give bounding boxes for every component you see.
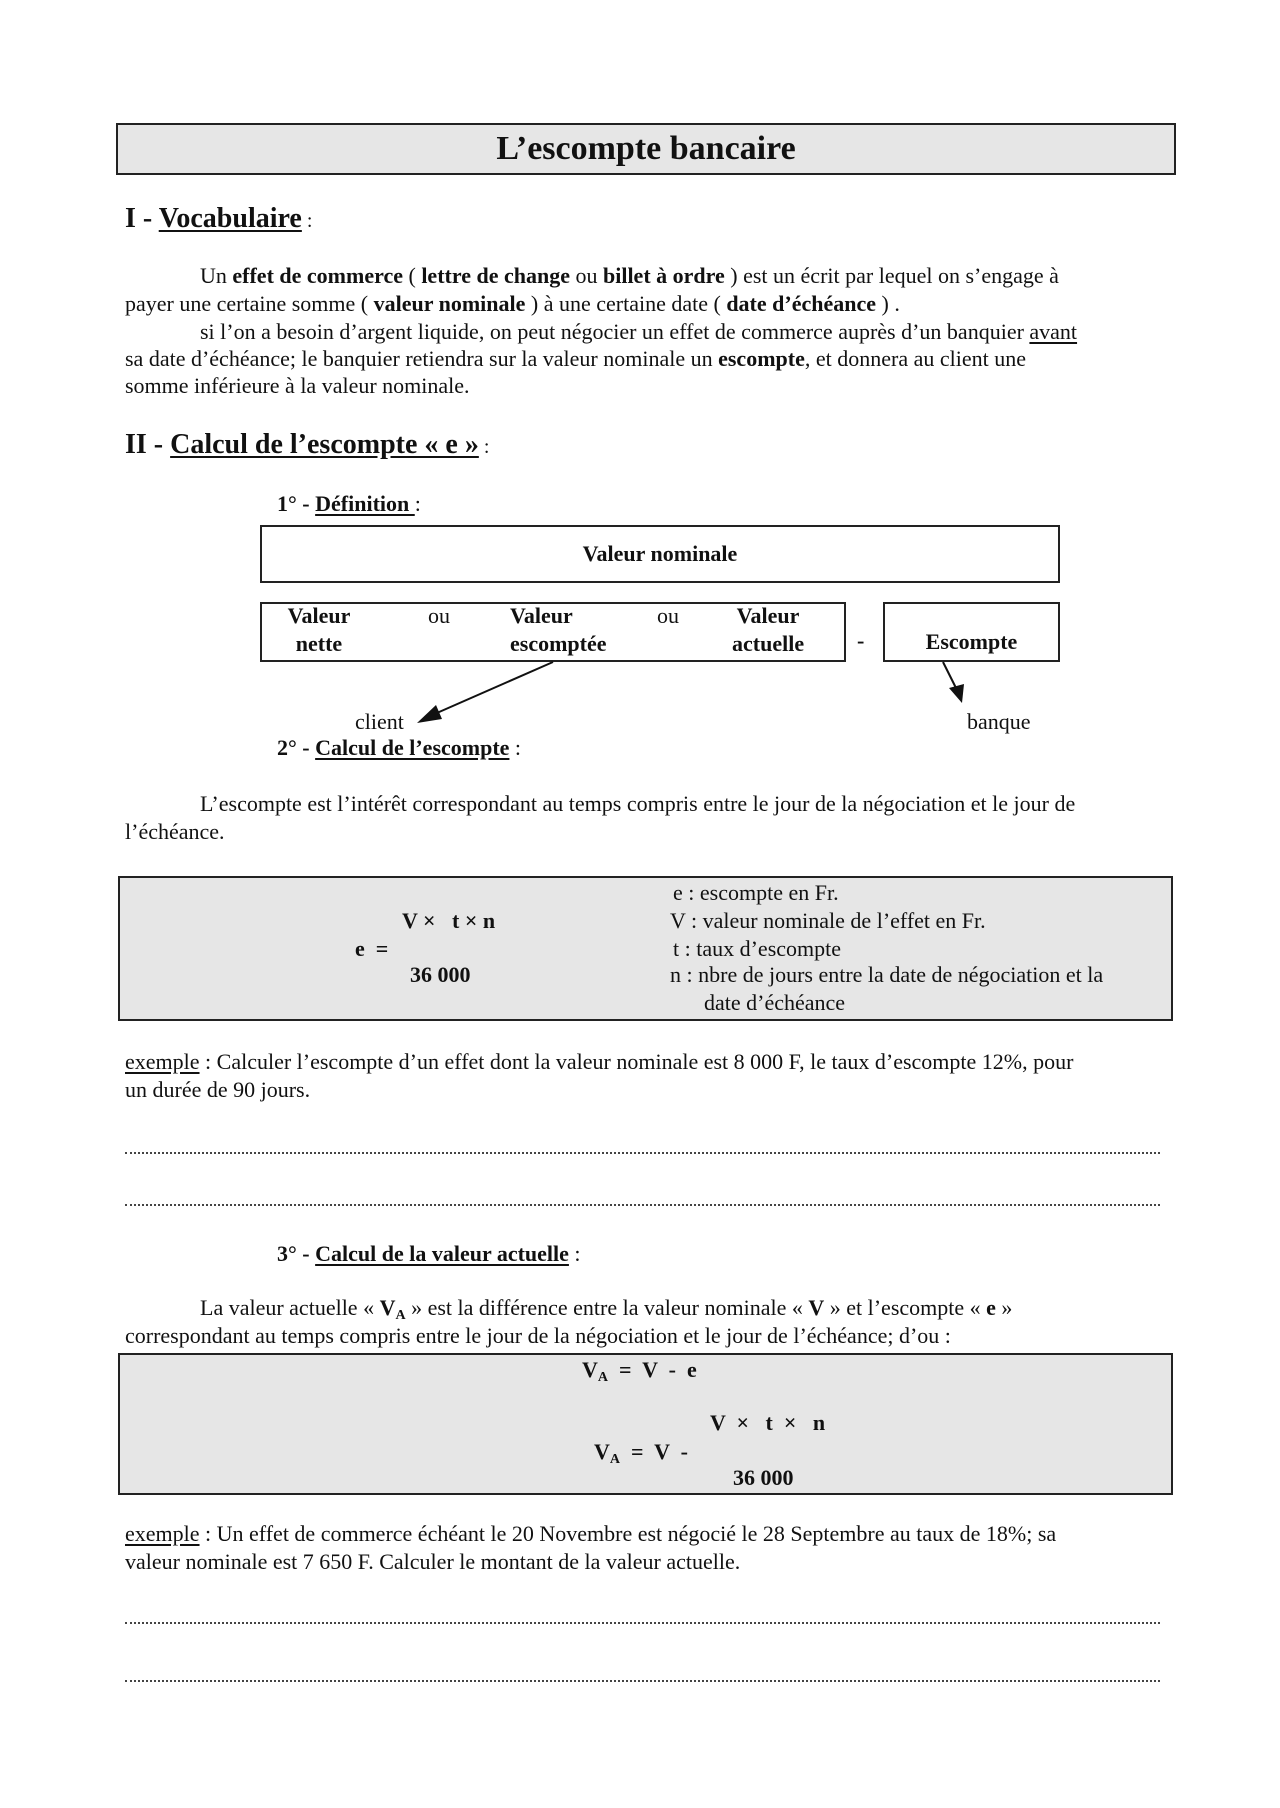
text: ou	[569, 263, 603, 288]
arrow-to-client-icon	[417, 662, 553, 723]
colon: :	[568, 1241, 581, 1266]
text: ) .	[876, 291, 900, 316]
calc-paragraph-line-2: l’échéance.	[125, 819, 225, 844]
text: = V -	[620, 1439, 688, 1464]
subsection-number: 2° -	[277, 735, 316, 760]
heading-number: II -	[125, 429, 171, 460]
text: si l’on a besoin d’argent liquide, on peut négocier un effet de commerce auprès d’un banquier	[200, 319, 1030, 344]
subsection-number: 3° -	[277, 1241, 316, 1266]
arrow-to-bank-icon	[943, 662, 964, 703]
term: billet à ordre	[602, 263, 725, 288]
example-2-line-1	[125, 1520, 1056, 1548]
symbol: V	[582, 1357, 598, 1382]
heading-number: I -	[125, 203, 159, 234]
symbol: V	[594, 1439, 610, 1464]
label-line: escomptée	[510, 631, 607, 656]
label-line: actuelle	[732, 631, 805, 656]
term: avant	[1029, 319, 1078, 344]
vocab-line-5: somme inférieure à la valeur nominale.	[125, 373, 470, 398]
diagram-arrows	[0, 0, 1280, 800]
term: effet de commerce	[232, 263, 403, 288]
client-label: client	[355, 709, 404, 734]
current-value-line-1	[200, 1294, 1012, 1322]
text: , et donnera au client une	[804, 346, 1026, 371]
answer-line[interactable]	[125, 1622, 1160, 1624]
heading-title: Calcul de l’escompte « e »	[170, 429, 479, 460]
symbol: V	[808, 1295, 825, 1320]
subscript: A	[597, 1370, 609, 1385]
example-1-line-1	[125, 1048, 1073, 1076]
text: (	[402, 263, 422, 288]
legend-t: t : taux d’escompte	[673, 936, 842, 961]
subsection-title: Définition	[315, 491, 415, 516]
or-label: ou	[657, 603, 679, 628]
formula2-numerator: V × t × n	[710, 1410, 826, 1435]
colon: :	[414, 491, 421, 516]
subsection-current-value	[277, 1240, 581, 1268]
text: ) à une certaine date (	[525, 291, 727, 316]
subscript: A	[609, 1452, 621, 1467]
term: lettre de change	[421, 263, 570, 288]
term: date d’échéance	[726, 291, 876, 316]
subsection-calc	[277, 734, 521, 762]
symbol: e	[986, 1295, 996, 1320]
legend-v: V : valeur nominale de l’effet en Fr.	[670, 908, 986, 933]
example-label: exemple	[125, 1521, 200, 1546]
label-line: nette	[295, 631, 343, 656]
answer-line[interactable]	[125, 1152, 1160, 1154]
example-1-line-2: un durée de 90 jours.	[125, 1077, 311, 1102]
text: Un	[200, 263, 233, 288]
heading-title: Vocabulaire	[158, 203, 302, 234]
formula-va-simple	[582, 1356, 697, 1384]
formula-denominator: 36 000	[410, 962, 471, 987]
text: = V - e	[608, 1357, 697, 1382]
answer-line[interactable]	[125, 1204, 1160, 1206]
example-label: exemple	[125, 1049, 200, 1074]
formula2-denominator: 36 000	[733, 1465, 794, 1490]
answer-line[interactable]	[125, 1680, 1160, 1682]
text: : Calculer l’escompte d’un effet dont la valeur nominale est 8 000 F, le taux d’escompte 12%, pour	[199, 1049, 1074, 1074]
heading-colon: :	[478, 436, 490, 458]
subsection-number: 1° -	[277, 491, 316, 516]
subsection-title: Calcul de la valeur actuelle	[315, 1241, 569, 1266]
label-line: Valeur	[287, 603, 351, 628]
symbol: V	[379, 1295, 396, 1320]
calc-paragraph-line-1: L’escompte est l’intérêt correspondant au temps compris entre le jour de la négociation et le jour de	[200, 791, 1076, 816]
text: : Un effet de commerce échéant le 20 Novembre est négocié le 28 Septembre au taux de 18%; sa	[199, 1521, 1057, 1546]
term: escompte	[718, 346, 805, 371]
heading-colon: :	[301, 210, 313, 232]
text: » et l’escompte «	[824, 1295, 987, 1320]
colon: :	[509, 735, 522, 760]
formula-lhs: e =	[355, 936, 389, 961]
discount-label: Escompte	[925, 629, 1018, 654]
term: valeur nominale	[373, 291, 526, 316]
text: payer une certaine somme (	[125, 291, 374, 316]
text: ) est un écrit par lequel on s’engage à	[724, 263, 1059, 288]
bank-label: banque	[967, 709, 1031, 734]
subscript: A	[395, 1308, 406, 1323]
or-label: ou	[428, 603, 450, 628]
current-value-line-2: correspondant au temps compris entre le jour de la négociation et le jour de l’échéance; d’ou :	[125, 1323, 951, 1348]
label-line: Valeur	[736, 603, 800, 628]
text: La valeur actuelle «	[200, 1295, 380, 1320]
text: sa date d’échéance; le banquier retiendra sur la valeur nominale un	[125, 346, 719, 371]
minus-sign: -	[857, 628, 865, 653]
page-title: L’escompte bancaire	[496, 130, 796, 167]
legend-e: e : escompte en Fr.	[673, 880, 839, 905]
discount-formula-box	[118, 876, 1173, 1021]
nominal-value-label: Valeur nominale	[582, 541, 738, 566]
subsection-title: Calcul de l’escompte	[315, 735, 510, 760]
formula-va-full	[594, 1438, 688, 1466]
legend-n-cont: date d’échéance	[704, 990, 846, 1015]
formula-numerator: V × t × n	[402, 908, 496, 933]
legend-n: n : nbre de jours entre la date de négociation et la	[670, 962, 1104, 987]
text: » est la différence entre la valeur nominale «	[405, 1295, 809, 1320]
text: »	[995, 1295, 1013, 1320]
label-line: Valeur	[510, 603, 573, 628]
example-2-line-2: valeur nominale est 7 650 F. Calculer le montant de la valeur actuelle.	[125, 1549, 741, 1574]
